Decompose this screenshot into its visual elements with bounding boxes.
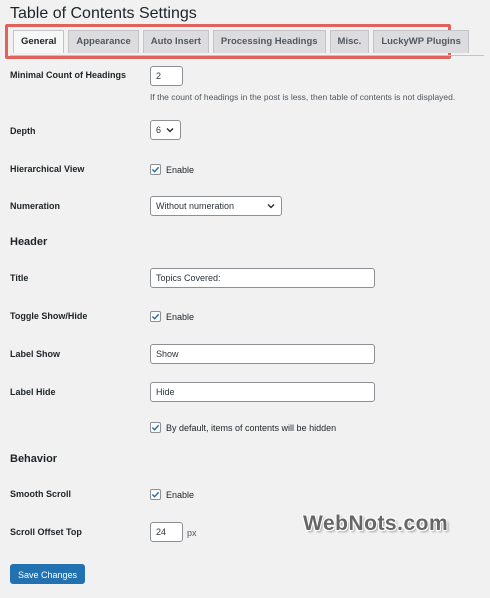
label-show-input[interactable]: Show <box>150 344 375 364</box>
tab-luckywp-plugins[interactable]: LuckyWP Plugins <box>373 30 469 53</box>
scroll-offset-unit: px <box>187 528 197 538</box>
scroll-offset-input[interactable]: 24 <box>150 522 183 542</box>
tab-general[interactable]: General <box>13 30 64 53</box>
smooth-scroll-option <box>150 489 194 500</box>
numeration-select[interactable] <box>150 196 282 216</box>
webnots-watermark: WebNots.com <box>303 512 449 535</box>
smooth-scroll-label: Smooth Scroll <box>10 489 72 499</box>
header-section-heading: Header <box>10 236 48 248</box>
smooth-scroll-option-label: Enable <box>166 489 195 500</box>
tab-auto-insert[interactable]: Auto Insert <box>143 30 209 53</box>
chevron-down-icon <box>266 201 276 211</box>
hierarchical-label: Hierarchical View <box>10 164 85 174</box>
label-show-label: Label Show <box>10 349 61 359</box>
toggle-checkbox[interactable] <box>150 311 161 322</box>
save-changes-button[interactable]: Save Changes <box>10 564 85 584</box>
tab-appearance[interactable]: Appearance <box>68 30 138 53</box>
checkmark-icon <box>151 165 160 174</box>
tab-misc[interactable]: Misc. <box>330 30 370 53</box>
min-headings-description: If the count of headings in the post is less, then table of contents is not displayed. <box>150 92 456 102</box>
toggle-label: Toggle Show/Hide <box>10 311 88 321</box>
label-hide-input[interactable]: Hide <box>150 382 375 402</box>
title-input[interactable]: Topics Covered: <box>150 268 375 288</box>
hidden-default-checkbox[interactable] <box>150 422 161 433</box>
page-title: Table of Contents Settings <box>10 5 197 22</box>
toggle-option-label: Enable <box>166 311 195 322</box>
checkmark-icon <box>151 423 160 432</box>
settings-tabs <box>13 30 469 54</box>
hierarchical-option-label: Enable <box>166 164 195 175</box>
min-headings-input[interactable]: 2 <box>150 66 183 86</box>
tabs-divider <box>10 55 484 56</box>
smooth-scroll-checkbox[interactable] <box>150 489 161 500</box>
hidden-default-option <box>150 422 336 433</box>
depth-label: Depth <box>10 126 36 136</box>
min-headings-label: Minimal Count of Headings <box>10 70 126 80</box>
numeration-value: Without numeration <box>156 201 235 211</box>
checkmark-icon <box>151 490 160 499</box>
checkmark-icon <box>151 312 160 321</box>
title-label: Title <box>10 273 29 283</box>
depth-select[interactable] <box>150 120 181 140</box>
hidden-default-option-label: By default, items of contents will be hidden <box>166 422 337 433</box>
toggle-option <box>150 311 194 322</box>
chevron-down-icon <box>165 125 175 135</box>
behavior-section-heading: Behavior <box>10 453 58 465</box>
label-hide-label: Label Hide <box>10 387 56 397</box>
numeration-label: Numeration <box>10 201 61 211</box>
hierarchical-option <box>150 164 194 175</box>
tab-processing-headings[interactable]: Processing Headings <box>213 30 326 53</box>
hierarchical-checkbox[interactable] <box>150 164 161 175</box>
scroll-offset-label: Scroll Offset Top <box>10 527 82 537</box>
depth-value: 6 <box>156 125 162 135</box>
